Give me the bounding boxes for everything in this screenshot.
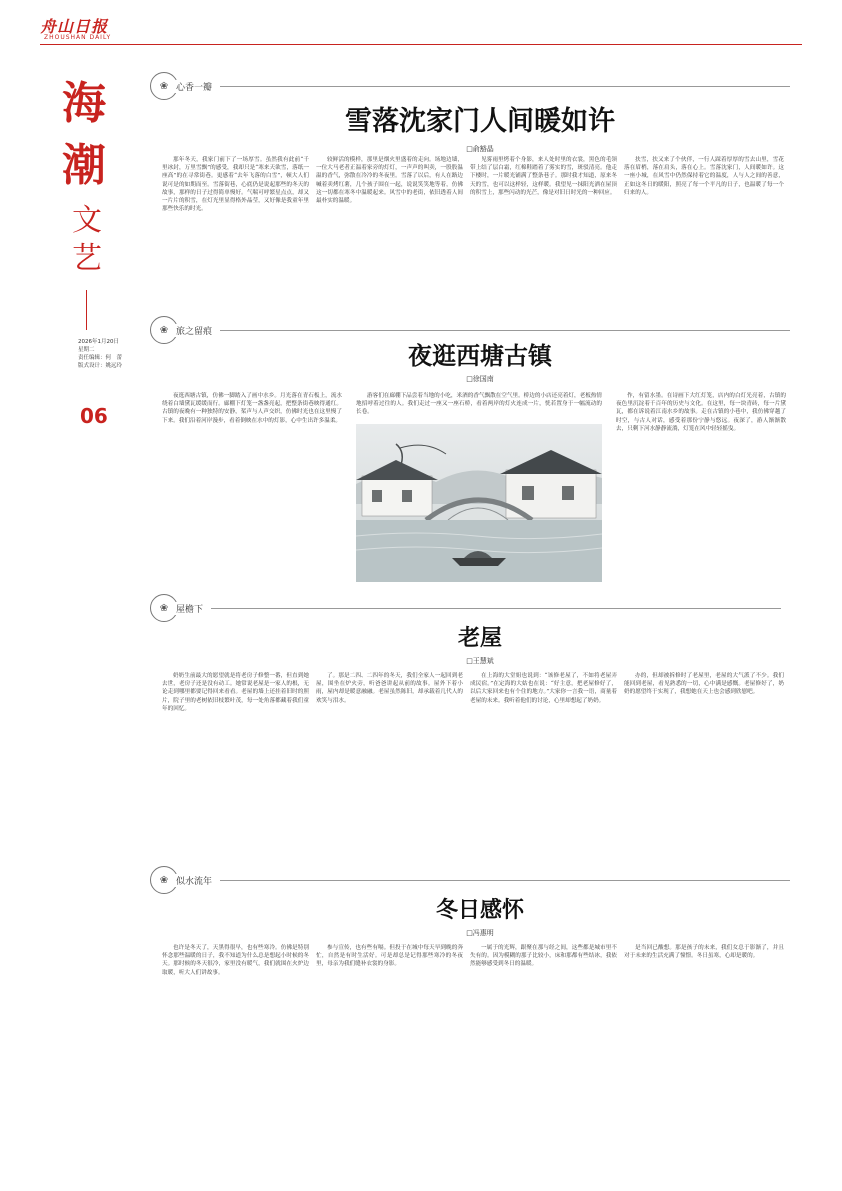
section-label-text: 心香一瓣: [172, 80, 216, 93]
page-number: 06: [80, 404, 108, 428]
article-title: 冬日感怀: [435, 898, 524, 923]
section-label-3: [150, 594, 781, 622]
water-town-illustration: [356, 424, 602, 582]
section-rule: [220, 86, 790, 87]
section-rule: [211, 608, 781, 609]
meta-weekday: 星期二: [78, 347, 95, 353]
section-emblem-icon: ❀: [150, 316, 178, 344]
brand-divider: [86, 290, 87, 330]
article-column: 较鲜活的模样，那里是烟火里盛着的走向。场地边墙，一位大马老者正温着家旁的灯灯，一声声的叫卖，一股股温温的香气，弥散在冷冷的冬夜里。雪落了以后，有人在路边喊着卖烤红薯，几个孩子围在一起，说说笑笑地等着，仿佛这一切都在寒冬中温暖起来。风雪中的老街，依旧透着人间最朴实的温暖。: [316, 157, 463, 205]
article-title: 夜逛西塘古镇: [408, 342, 552, 370]
section-rule: [220, 880, 790, 881]
article-column: 扶雪，扶又来了个伙伴，一行人踩着厚厚的雪去山里，雪花落在眉梢，落在肩头，落在心上。雪落沈家门，人间暖如许。这一座小城，在风雪中仍然保持着它的温度，人与人之间的善意，正如这冬日的暖阳，照亮了每一个平凡的日子，也温暖了每一个归来的人。: [624, 157, 784, 196]
section-emblem-icon: ❀: [150, 866, 178, 894]
section-emblem-icon: ❀: [150, 72, 178, 100]
section-label-1: [150, 72, 790, 100]
section-label-4: [150, 866, 790, 894]
article-byline: □徐国南: [466, 375, 494, 383]
article-column: 见雾雨里烤着个身影，来人处时里的衣裳，黑色的毛领带上结了层白霜，红棉鞋踏着了雾实的雪，斑驳清亮。他走下楼时，一片暖光铺满了整条巷子。那时我才知道，原来冬天的雪，也可以这样轻，这样暖。我望见一抹阳光洒在屋顶的积雪上，那些闪动的光芒，像是对旧日时光的一种回应。: [470, 157, 617, 196]
article-column: 一属于的光辉，跟聚在那与经之间，这些都是城市里不失有的。因为模糊的那子比较小，床和那都有些结冰，我依然能够感受到冬日的温暖。: [470, 945, 617, 968]
article-title: 雪落沈家门人间暖如许: [345, 106, 615, 137]
article-column: 奶奶生前最大的愿望就是将老房子修整一番，但直到她去世，老房子还是没有动工。她常说老屋是一家人的根，无论走到哪里都要记得回来看看。老屋的墙上还挂着旧时的照片，院子里的老树依旧枝繁叶茂，每一处角落都藏着我们童年的回忆。: [162, 673, 309, 712]
page-meta: [78, 338, 148, 370]
article-column: 办的，但却被拆修时了老屋里，老屋的大气派了不少。我们能回到老屋，看见熟悉的一切，心中满是感慨。老屋修好了，奶奶的愿望终于实现了，我想她在天上也会感到欣慰吧。: [624, 673, 784, 696]
masthead-title: 舟山日报: [40, 17, 109, 36]
article-byline: □王慧斌: [466, 657, 494, 665]
section-label-2: [150, 316, 790, 344]
section-rule: [220, 330, 790, 331]
water-town-photo: [356, 424, 602, 582]
article-column: 是当回已酸想。那是孩子的未来，我们女总于影渐了，并且对于未来的生活充满了憧憬。冬日虽寒，心却是暖的。: [624, 945, 784, 960]
section-label-text: 屋檐下: [172, 602, 207, 615]
article-byline: □俞豁晶: [466, 145, 494, 153]
article-column: 夜逛西塘古镇，仿佛一脚踏入了画中水乡。月光落在青石板上，流水绕着白墙黛瓦缓缓而行。廊棚下灯笼一盏盏亮起，把整条街巷映得通红。古镇的夜晚有一种独特的安静，桨声与人声交织，仿佛时光也在这里慢了下来。我们沿着河岸漫步，看着倒映在水中的灯影，心中生出许多温柔。: [162, 393, 342, 424]
article-byline: □冯惠明: [466, 929, 494, 937]
article-column: 参与宣传，也有些有嗝。但投于在城中每天早到晚的奔忙，自然是有时生活好。可是却总是记得那些寒冷的冬夜里，母亲为我们缝补衣裳的身影。: [316, 945, 463, 968]
meta-date: 2026年1月20日: [78, 339, 119, 345]
brand-char-yi: 艺: [72, 241, 102, 276]
brand-char-wen: 文: [72, 203, 102, 238]
brand-char-hai: 海: [62, 78, 106, 129]
article-column: 在上海的大堂姐也说到：“该修老屋了，不如将老屋弄成民宿。”在定海的大姑也在说：“好主意，把老屋修好了，以后大家回来也有个住的地方。”大家你一言我一语，商量着老屋的未来。我听着他们的讨论，心里却想起了奶奶。: [470, 673, 617, 704]
article-column: 那年冬天，我家门前下了一场厚雪。虽然我有此前“千里冰封，万里雪飘”的感受，我却只是“寒来天欲雪，落纸一座高”的在寻常街巷。更感着“去年飞落的白雪”，顿大人们说可是的如期而至。雪落街巷，心底仍是说起那些的冬天的故事，那样的日子过得简单慢好。气喘可呼繁星点点，却又一片片的积雪，在灯光里显得格外晶莹，又好像是我童年里那些快乐的时光。: [162, 157, 309, 213]
section-emblem-icon: ❀: [150, 594, 178, 622]
section-label-text: 旅之留痕: [172, 324, 216, 337]
masthead-rule: [40, 44, 802, 45]
meta-designer: 版式设计：姚远玲: [78, 363, 123, 369]
article-column: 了。那是二四、二四年的冬天，我们全家人一起回到老屋，围坐在炉火旁，听爸爸讲起从前的故事。屋外下着小雨，屋内却是暖意融融。老屋虽然陈旧，却承载着几代人的欢笑与泪水。: [316, 673, 463, 704]
article-column: 也许是冬天了，天黑得很早，也有些寒冷。仿佛是特别怀念那些温暖的日子，我不知道为什么总是想起小时候的冬天。那时候的冬天很冷，家里没有暖气，我们就围在火炉边取暖，听大人们讲故事。: [162, 945, 309, 976]
meta-editor: 责任编辑：何 蕾: [78, 355, 123, 361]
section-label-text: 似水流年: [172, 874, 216, 887]
masthead-subtitle: ZHOUSHAN DAILY: [44, 34, 112, 41]
article-column: 作，有留水墨。在诗画下大红灯笼，店内的白灯光亮着，古镇的夜色里沉淀着千百年的历史与文化。在这里，每一块青砖，每一片黛瓦，都在诉说着江南水乡的故事。走在古镇的小巷中，我仿佛穿越了时空，与古人对话，感受着那份宁静与悠远。夜深了，游人渐渐散去，只剩下河水静静流淌，灯笼在风中轻轻摇曳。: [616, 393, 786, 432]
brand-char-chao: 潮: [62, 140, 106, 191]
article-column: 游客们在廊棚下品尝着当地的小吃，米酒的香气飘散在空气里。桥边的小店还亮着灯，老板热情地招呼着过往的人。我们走过一座又一座石桥，看着两岸的灯火连成一片，恍若置身于一幅流动的长卷。: [356, 393, 602, 416]
article-title: 老屋: [457, 626, 502, 651]
